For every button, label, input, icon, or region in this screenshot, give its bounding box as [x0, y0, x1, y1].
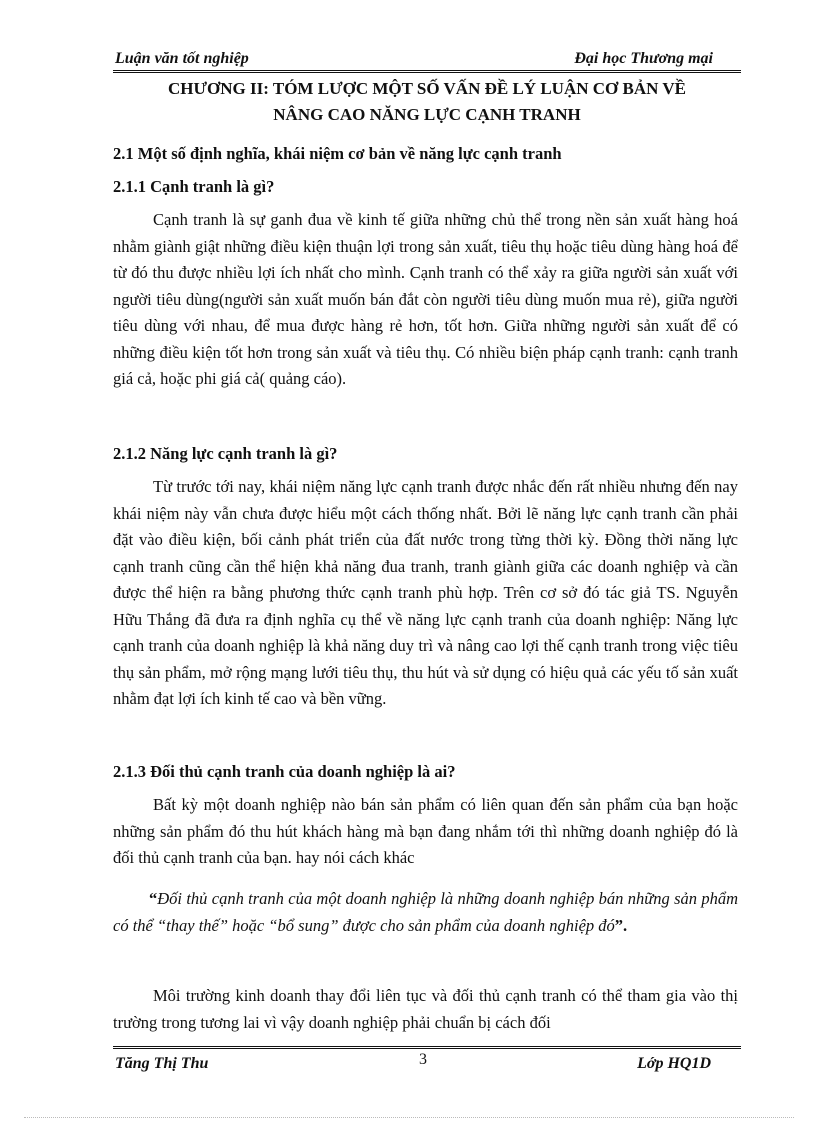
footer-author: Tăng Thị Thu — [115, 1055, 209, 1072]
header-thesis-label: Luận văn tốt nghiệp — [115, 50, 249, 67]
header-university: Đại học Thương mại — [574, 50, 713, 67]
paragraph-2-1-3-continued: Môi trường kinh doanh thay đổi liên tục và đối thủ cạnh tranh có thể tham gia vào thị trường trong tương lai vì vậy doanh nghiệp phải chuẩn bị cách đối — [113, 986, 738, 1032]
paragraph-2-1-3: Bất kỳ một doanh nghiệp nào bán sản phẩm có liên quan đến sản phẩm của bạn hoặc những sản phẩm đó thu hút khách hàng mà bạn đang nhắm tới thì những doanh nghiệp đó là đối thủ cạnh tranh của bạn. hay nói cách khác — [113, 795, 738, 867]
footer-rule — [113, 1046, 741, 1049]
footer-class: Lớp HQ1D — [637, 1055, 711, 1072]
quote-open-mark: “ — [149, 889, 158, 908]
page-number: 3 — [419, 1051, 427, 1068]
heading-2-1-1: 2.1.1 Cạnh tranh là gì? — [113, 177, 275, 196]
chapter-title-line-1: CHƯƠNG II: TÓM LƯỢC MỘT SỐ VẤN ĐỀ LÝ LUẬN CƠ BẢN VỀ — [168, 79, 686, 98]
chapter-title — [113, 76, 741, 128]
definition-quote — [113, 886, 738, 939]
quote-close-mark: ”. — [614, 915, 628, 935]
page-header — [115, 48, 741, 72]
paragraph-2-1-2: Từ trước tới nay, khái niệm năng lực cạnh tranh được nhắc đến rất nhiều nhưng đến nay khái niệm này vẫn chưa được hiểu một cách thống nhất. Bởi lẽ năng lực cạnh tranh cần phải đặt vào điều kiện, bối cảnh phát triển của đất nước trong từng thời kỳ. Đồng thời năng lực cạnh tranh cũng cần thể hiện khả năng đua tranh, tranh giành giữa các doanh nghiệp và cần được thể hiện ra bằng phương thức cạnh tranh phù hợp. Trên cơ sở đó tác giả TS. Nguyễn Hữu Thắng đã đưa ra định nghĩa cụ thể về năng lực cạnh tranh của doanh nghiệp: Năng lực cạnh tranh của doanh nghiệp là khả năng duy trì và nâng cao lợi thế cạnh tranh trong việc tiêu thụ sản phẩm, mở rộng mạng lưới tiêu thụ, thu hút và sử dụng có hiệu quả các yếu tố sản xuất nhằm đạt lợi ích kinh tế cao và bền vững. — [113, 477, 738, 708]
header-rule — [113, 70, 741, 73]
quote-text: Đối thủ cạnh tranh của một doanh nghiệp là những doanh nghiệp bán những sản phẩm có thể “thay thế” hoặc “bổ sung” được cho sản phẩm của doanh nghiệp đó — [113, 889, 738, 935]
page-footer — [113, 1053, 741, 1077]
heading-2-1-2: 2.1.2 Năng lực cạnh tranh là gì? — [113, 444, 338, 463]
chapter-title-line-2: NÂNG CAO NĂNG LỰC CẠNH TRANH — [273, 105, 581, 124]
page-bottom-divider — [24, 1117, 794, 1118]
heading-2-1-3: 2.1.3 Đối thủ cạnh tranh của doanh nghiệp là ai? — [113, 762, 456, 781]
heading-2-1: 2.1 Một số định nghĩa, khái niệm cơ bản về năng lực cạnh tranh — [113, 144, 562, 163]
paragraph-2-1-1: Cạnh tranh là sự ganh đua về kinh tế giữa những chủ thể trong nền sản xuất hàng hoá nhằm giành giật những điều kiện thuận lợi trong sản xuất, tiêu thụ hoặc tiêu dùng hàng hoá để từ đó thu được nhiều lợi ích nhất cho mình. Cạnh tranh có thể xảy ra giữa người sản xuất với người tiêu dùng(người sản xuất muốn bán đắt còn người tiêu dùng muốn mua rẻ), giữa người tiêu dùng với nhau, để mua được hàng rẻ hơn, tốt hơn. Giữa những người sản xuất để có những điều kiện tốt hơn trong sản xuất và tiêu thụ. Có nhiều biện pháp cạnh tranh: cạnh tranh giá cả, hoặc phi giá cả( quảng cáo). — [113, 210, 738, 388]
